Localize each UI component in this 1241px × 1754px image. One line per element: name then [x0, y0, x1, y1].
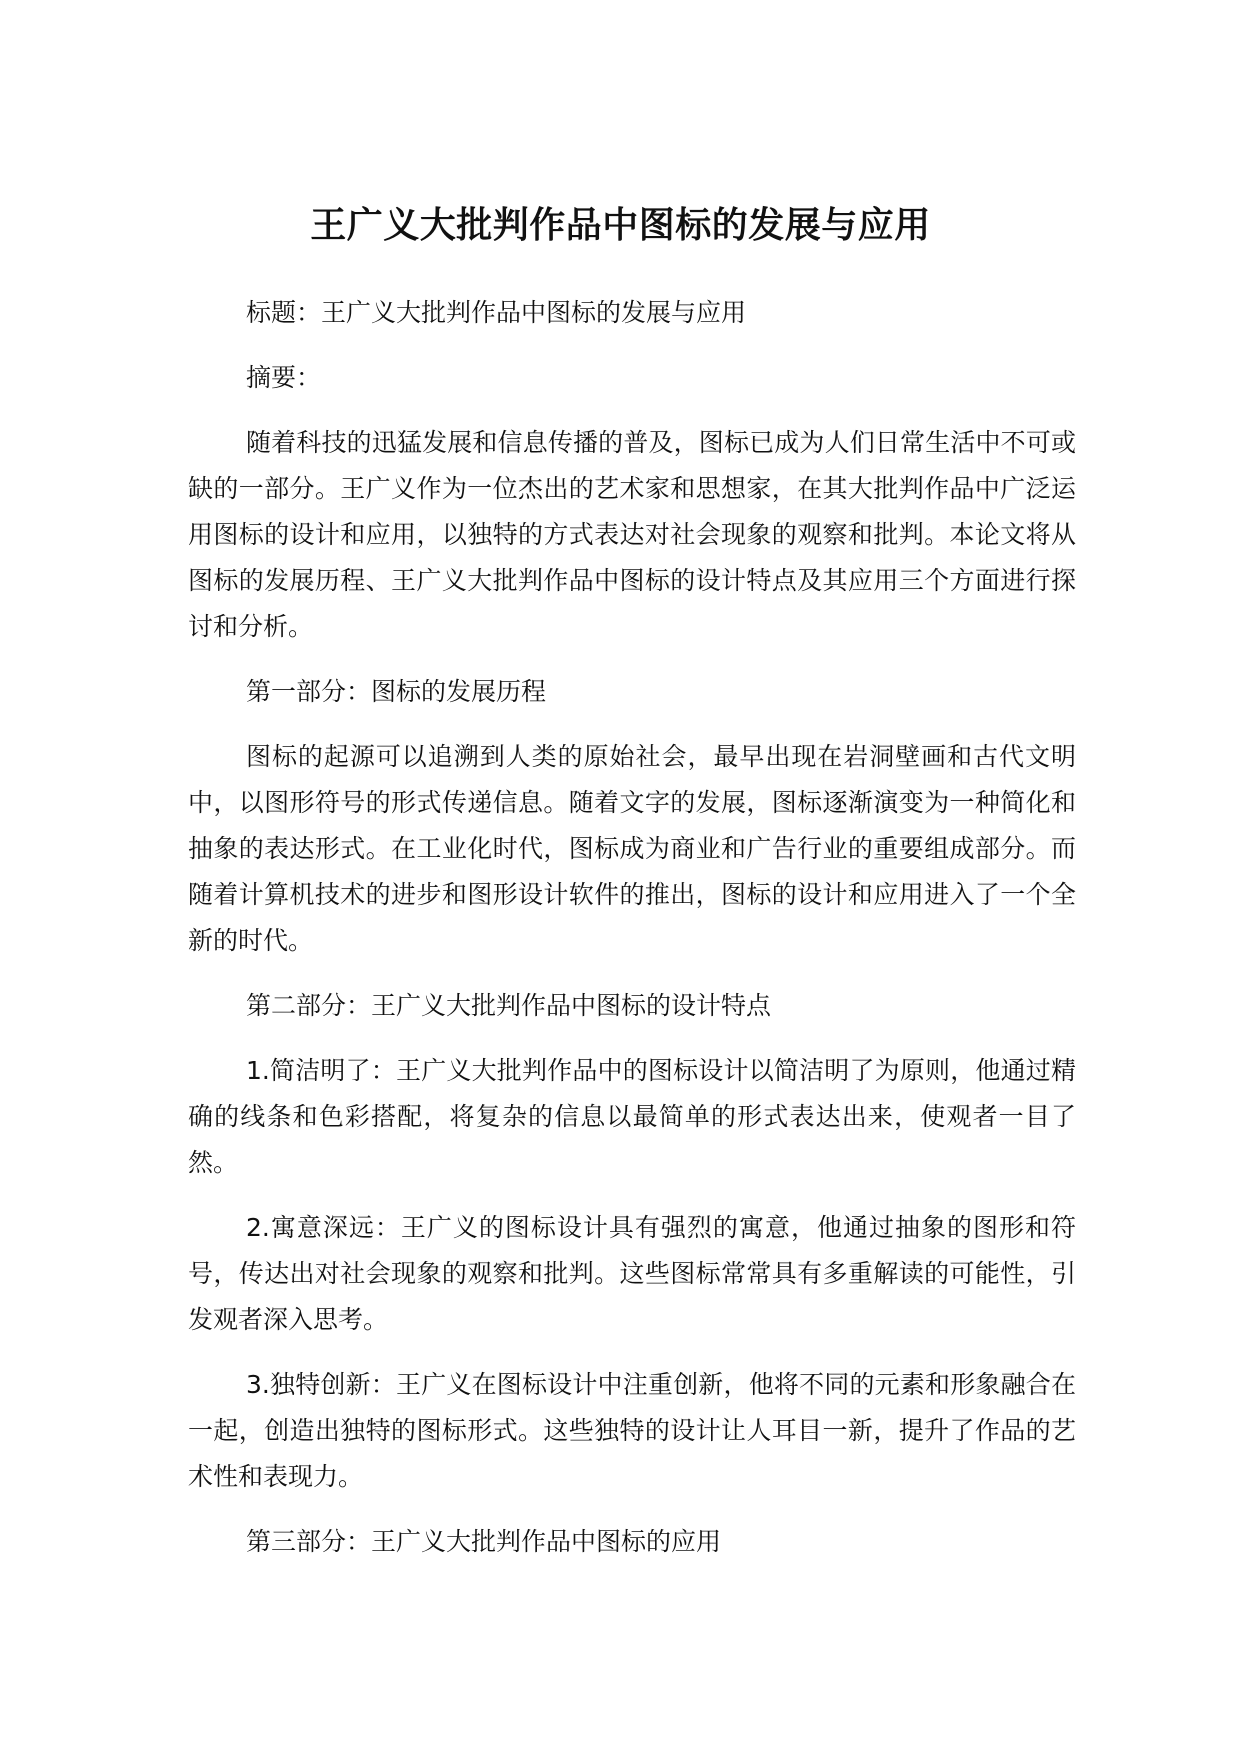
paragraph-feature-one: 1.简洁明了：王广义大批判作品中的图标设计以简洁明了为原则，他通过精确的线条和色彩搭配，将复杂的信息以最简单的形式表达出来，使观者一目了然。: [188, 1056, 1076, 1177]
document-body: [188, 290, 1076, 1584]
paragraph-part-one-text: 图标的起源可以追溯到人类的原始社会，最早出现在岩洞壁画和古代文明中，以图形符号的形式传递信息。随着文字的发展，图标逐渐演变为一种简化和抽象的表达形式。在工业化时代，图标成为商业和广告行业的重要组成部分。而随着计算机技术的进步和图形设计软件的推出，图标的设计和应用进入了一个全新的时代。: [188, 742, 1076, 955]
section-heading-part-one: 第一部分：图标的发展历程: [246, 677, 547, 706]
paragraph-feature-three: 3.独特创新：王广义在图标设计中注重创新，他将不同的元素和形象融合在一起，创造出独特的图标形式。这些独特的设计让人耳目一新，提升了作品的艺术性和表现力。: [188, 1370, 1076, 1491]
paragraph-abstract-text: 随着科技的迅猛发展和信息传播的普及，图标已成为人们日常生活中不可或缺的一部分。王广义作为一位杰出的艺术家和思想家，在其大批判作品中广泛运用图标的设计和应用，以独特的方式表达对社会现象的观察和批判。本论文将从图标的发展历程、王广义大批判作品中图标的设计特点及其应用三个方面进行探讨和分析。: [188, 428, 1076, 641]
paragraph-title-line: 标题：王广义大批判作品中图标的发展与应用: [246, 298, 747, 327]
section-heading-part-two: 第二部分：王广义大批判作品中图标的设计特点: [246, 991, 772, 1020]
paragraph-feature-two: 2.寓意深远：王广义的图标设计具有强烈的寓意，他通过抽象的图形和符号，传达出对社会现象的观察和批判。这些图标常常具有多重解读的可能性，引发观者深入思考。: [188, 1213, 1076, 1334]
document-title: 王广义大批判作品中图标的发展与应用: [310, 205, 931, 247]
paragraph-abstract-heading: 摘要：: [246, 363, 322, 392]
section-heading-part-three: 第三部分：王广义大批判作品中图标的应用: [246, 1527, 722, 1556]
